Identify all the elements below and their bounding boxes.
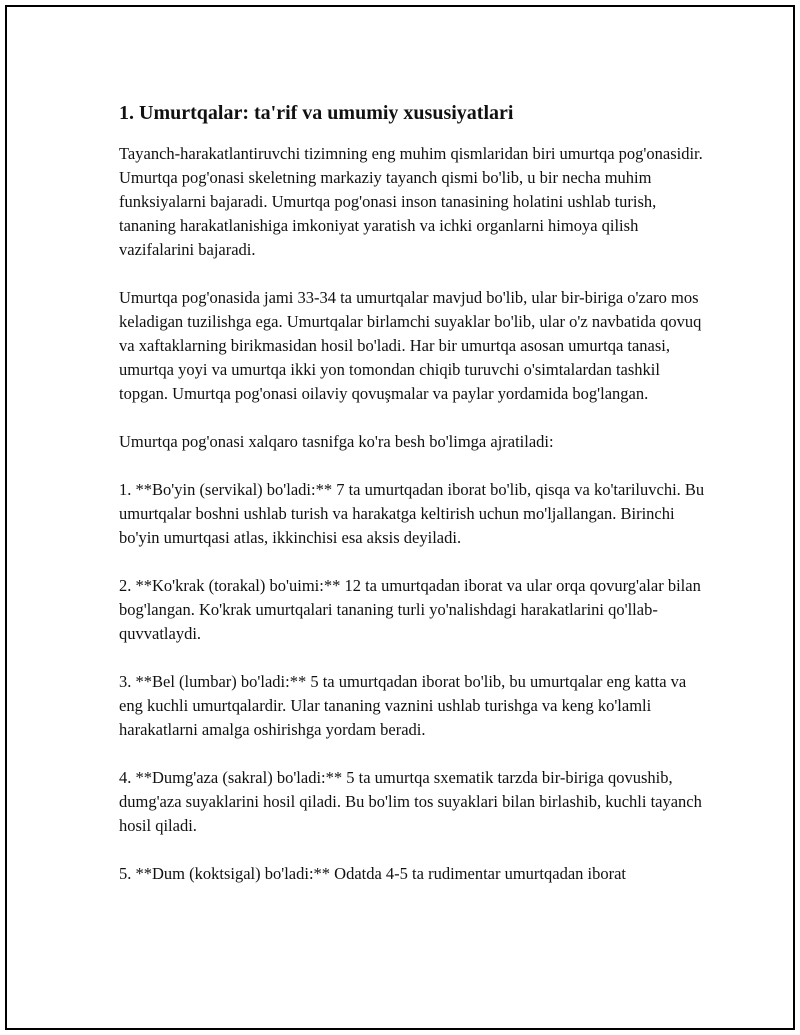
list-item-sacral: 4. **Dumg'aza (sakral) bo'ladi:** 5 ta umurtqa sxematik tarzda bir-biriga qovushib, dumg'aza suyaklarini hosil qiladi. Bu bo'lim tos suyaklari bilan birlashib, kuchli tayanch hosil qiladi. (119, 768, 702, 835)
section-heading: 1. Umurtqalar: ta'rif va umumiy xususiyatlari (119, 102, 514, 124)
page-frame (5, 5, 795, 1030)
list-item-coccygeal: 5. **Dum (koktsigal) bo'ladi:** Odatda 4-5 ta rudimentar umurtqadan iborat (119, 864, 627, 883)
paragraph-intro: Tayanch-harakatlantiruvchi tizimning eng muhim qismlaridan biri umurtqa pog'onasidir. Umurtqa pog'onasi skeletning markaziy tayanch qismi bo'lib, u bir necha muhim funksiyalarni bajaradi. Umurtqa pog'onasi inson tanasining holatini ushlab turish, tananing harakatlanishiga imkoniyat yaratish va ichki organlarni himoya qilish vazifalarini bajaradi. (119, 144, 703, 259)
document-body (119, 99, 709, 910)
paragraph-vertebrae-count: Umurtqa pog'onasida jami 33-34 ta umurtqalar mavjud bo'lib, ular bir-biriga o'zaro mos keladigan tuzilishga ega. Umurtqalar birlamchi suyaklar bo'lib, ular o'z navbatida qovuq va xaftaklarning birikmasidan hosil bo'ladi. Har bir umurtqa asosan umurtqa tanasi, umurtqa yoyi va umurtqa ikki yon tomondan chiqib turuvchi o'simtalardan tashkil topgan. Umurtqa pog'onasi oilaviy qovuşmalar va paylar yordamida bog'langan. (119, 288, 702, 403)
list-item-thoracic: 2. **Ko'krak (torakal) bo'uimi:** 12 ta umurtqadan iborat va ular orqa qovurg'alar bilan bog'langan. Ko'krak umurtqalari tananing turli yo'nalishdagi harakatlarini qo'llab-quvvatlaydi. (119, 576, 701, 643)
list-item-lumbar: 3. **Bel (lumbar) bo'ladi:** 5 ta umurtqadan iborat bo'lib, bu umurtqalar eng katta va eng kuchli umurtqalardir. Ular tananing vaznini ushlab turishga va keng ko'lamli harakatlarni amalga oshirishga yordam beradi. (119, 672, 687, 739)
paragraph-classification: Umurtqa pog'onasi xalqaro tasnifga ko'ra besh bo'limga ajratiladi: (119, 432, 554, 451)
list-item-cervical: 1. **Bo'yin (servikal) bo'ladi:** 7 ta umurtqadan iborat bo'lib, qisqa va ko'tariluvchi. Bu umurtqalar boshni ushlab turish va harakatga keltirish uchun mo'ljallangan. Birinchi bo'yin umurtqasi atlas, ikkinchisi esa aksis deyiladi. (119, 480, 705, 547)
